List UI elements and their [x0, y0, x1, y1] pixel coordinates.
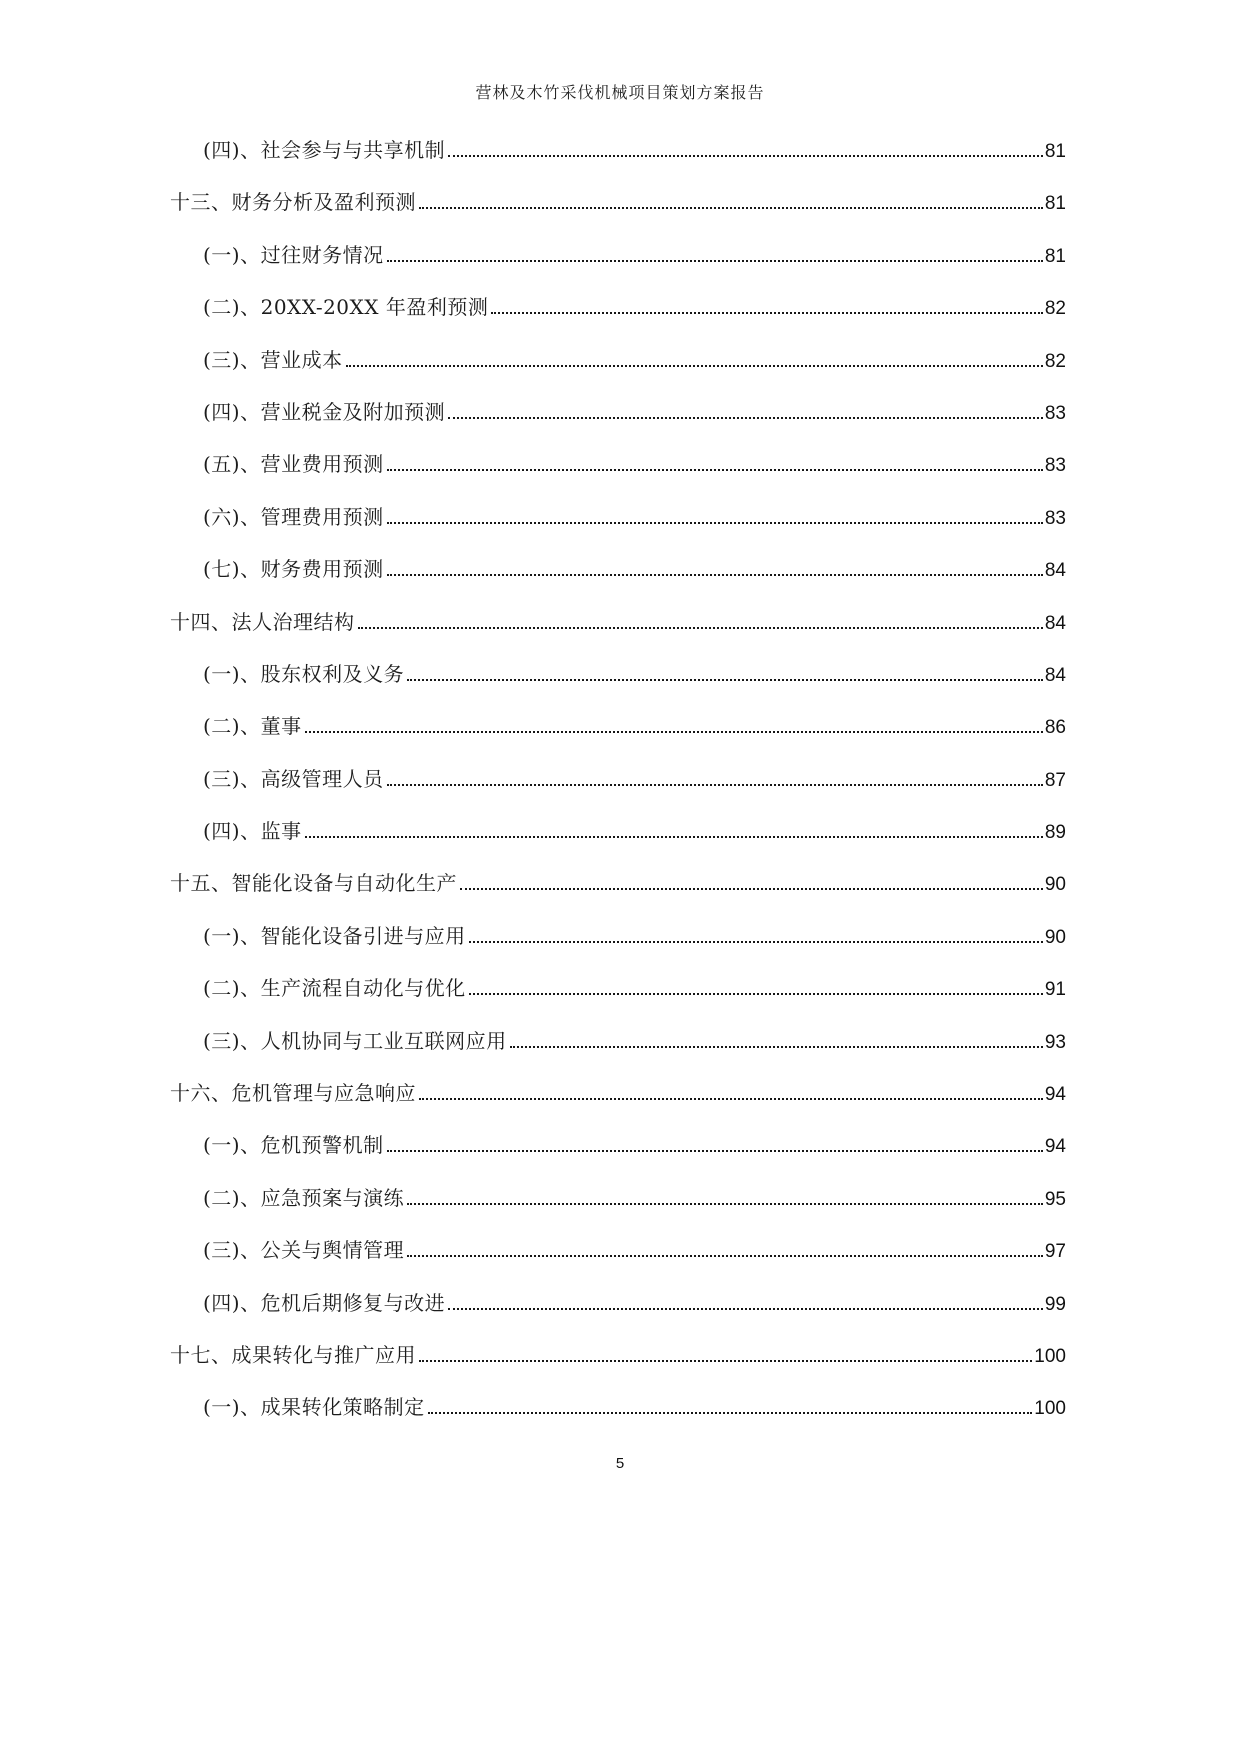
toc-entry[interactable]: [170, 1015, 1066, 1067]
toc-entry[interactable]: [170, 753, 1066, 805]
toc-entry[interactable]: [170, 124, 1066, 176]
dot-leader: [448, 155, 1043, 157]
toc-entry[interactable]: [170, 857, 1066, 909]
toc-entry[interactable]: [170, 962, 1066, 1014]
toc-entry-page: 83: [1044, 507, 1066, 529]
toc-entry[interactable]: [170, 176, 1066, 228]
toc-entry-page: 84: [1044, 664, 1066, 686]
toc-entry[interactable]: [170, 1381, 1066, 1433]
toc-entry-page: 94: [1044, 1084, 1066, 1106]
dot-leader: [387, 260, 1043, 262]
toc-entry-page: 89: [1044, 822, 1066, 844]
dot-leader: [510, 1046, 1043, 1048]
dot-leader: [346, 365, 1043, 367]
toc-entry-label: (一)、股东权利及义务: [203, 661, 405, 686]
toc-entry-label: (四)、监事: [203, 819, 302, 844]
toc-entry-page: 100: [1034, 1398, 1066, 1420]
toc-entry[interactable]: [170, 648, 1066, 700]
toc-entry[interactable]: [170, 1277, 1066, 1329]
toc-entry-page: 99: [1044, 1293, 1066, 1315]
dot-leader: [305, 731, 1043, 733]
dot-leader: [448, 417, 1043, 419]
toc-entry[interactable]: [170, 1119, 1066, 1171]
toc-entry[interactable]: [170, 543, 1066, 595]
dot-leader: [358, 627, 1043, 629]
toc-entry[interactable]: [170, 438, 1066, 490]
dot-leader: [419, 207, 1043, 209]
toc-entry-page: 90: [1044, 926, 1066, 948]
toc-entry-label: (二)、董事: [203, 714, 302, 739]
toc-entry-label: (三)、营业成本: [203, 347, 343, 372]
toc-entry[interactable]: [170, 1172, 1066, 1224]
table-of-contents: [170, 124, 1066, 1434]
toc-entry-label: (一)、过往财务情况: [203, 242, 384, 267]
toc-entry-page: 91: [1044, 979, 1066, 1001]
header-title: 营林及木竹采伐机械项目策划方案报告: [475, 83, 765, 102]
dot-leader: [407, 1255, 1043, 1257]
toc-entry-label: 十三、财务分析及盈利预测: [170, 190, 416, 215]
toc-entry-label: (三)、公关与舆情管理: [203, 1238, 405, 1263]
toc-entry-label: 十六、危机管理与应急响应: [170, 1081, 416, 1106]
dot-leader: [469, 941, 1043, 943]
toc-entry-page: 93: [1044, 1031, 1066, 1053]
toc-entry[interactable]: [170, 1224, 1066, 1276]
toc-entry[interactable]: [170, 1067, 1066, 1119]
toc-entry-page: 84: [1044, 560, 1066, 582]
toc-entry-page: 100: [1034, 1345, 1066, 1367]
toc-entry-page: 81: [1044, 141, 1066, 162]
toc-entry-page: 82: [1044, 298, 1066, 320]
toc-entry-page: 83: [1044, 455, 1066, 477]
dot-leader: [387, 1150, 1043, 1152]
dot-leader: [460, 888, 1043, 890]
toc-entry-label: (一)、智能化设备引进与应用: [203, 923, 466, 948]
toc-entry-label: (四)、危机后期修复与改进: [203, 1290, 446, 1315]
toc-entry-page: 97: [1044, 1241, 1066, 1263]
toc-entry-label: (三)、高级管理人员: [203, 766, 384, 791]
toc-entry-label: (七)、财务费用预测: [203, 557, 384, 582]
toc-entry[interactable]: [170, 386, 1066, 438]
toc-entry-page: 86: [1044, 717, 1066, 739]
toc-entry[interactable]: [170, 910, 1066, 962]
page-footer: [0, 1455, 1240, 1472]
dot-leader: [305, 836, 1043, 838]
dot-leader: [387, 469, 1043, 471]
toc-entry[interactable]: [170, 334, 1066, 386]
dot-leader: [419, 1098, 1043, 1100]
toc-entry-label: (一)、成果转化策略制定: [203, 1395, 425, 1420]
toc-entry-page: 82: [1044, 350, 1066, 372]
toc-entry[interactable]: [170, 229, 1066, 281]
toc-entry[interactable]: [170, 491, 1066, 543]
toc-entry[interactable]: [170, 1329, 1066, 1381]
page-number: 5: [615, 1455, 625, 1472]
toc-entry-page: 84: [1044, 612, 1066, 634]
toc-entry-label: (二)、20XX-20XX 年盈利预测: [203, 295, 489, 320]
toc-entry-page: 90: [1044, 874, 1066, 896]
dot-leader: [491, 312, 1043, 314]
dot-leader: [448, 1308, 1043, 1310]
toc-entry-label: 十四、法人治理结构: [170, 609, 355, 634]
toc-entry-page: 81: [1044, 245, 1066, 267]
toc-entry-label: 十五、智能化设备与自动化生产: [170, 871, 457, 896]
toc-entry-page: 94: [1044, 1136, 1066, 1158]
toc-entry-label: (六)、管理费用预测: [203, 504, 384, 529]
toc-entry-label: (二)、生产流程自动化与优化: [203, 976, 466, 1001]
dot-leader: [428, 1412, 1033, 1414]
toc-entry-page: 83: [1044, 402, 1066, 424]
dot-leader: [387, 784, 1043, 786]
toc-entry[interactable]: [170, 805, 1066, 857]
toc-entry[interactable]: [170, 596, 1066, 648]
toc-entry-label: (三)、人机协同与工业互联网应用: [203, 1028, 507, 1053]
dot-leader: [407, 1203, 1043, 1205]
dot-leader: [469, 993, 1043, 995]
dot-leader: [387, 522, 1043, 524]
toc-entry[interactable]: [170, 700, 1066, 752]
toc-entry-label: 十七、成果转化与推广应用: [170, 1342, 416, 1367]
toc-entry-label: (五)、营业费用预测: [203, 452, 384, 477]
toc-entry-page: 95: [1044, 1188, 1066, 1210]
dot-leader: [419, 1360, 1032, 1362]
toc-entry[interactable]: [170, 281, 1066, 333]
toc-entry-label: (四)、社会参与与共享机制: [203, 138, 446, 162]
dot-leader: [387, 574, 1043, 576]
toc-entry-label: (一)、危机预警机制: [203, 1133, 384, 1158]
toc-entry-page: 81: [1044, 193, 1066, 215]
toc-entry-label: (二)、应急预案与演练: [203, 1185, 405, 1210]
dot-leader: [407, 679, 1043, 681]
toc-entry-label: (四)、营业税金及附加预测: [203, 399, 446, 424]
page-header: [0, 80, 1240, 103]
toc-entry-page: 87: [1044, 769, 1066, 791]
